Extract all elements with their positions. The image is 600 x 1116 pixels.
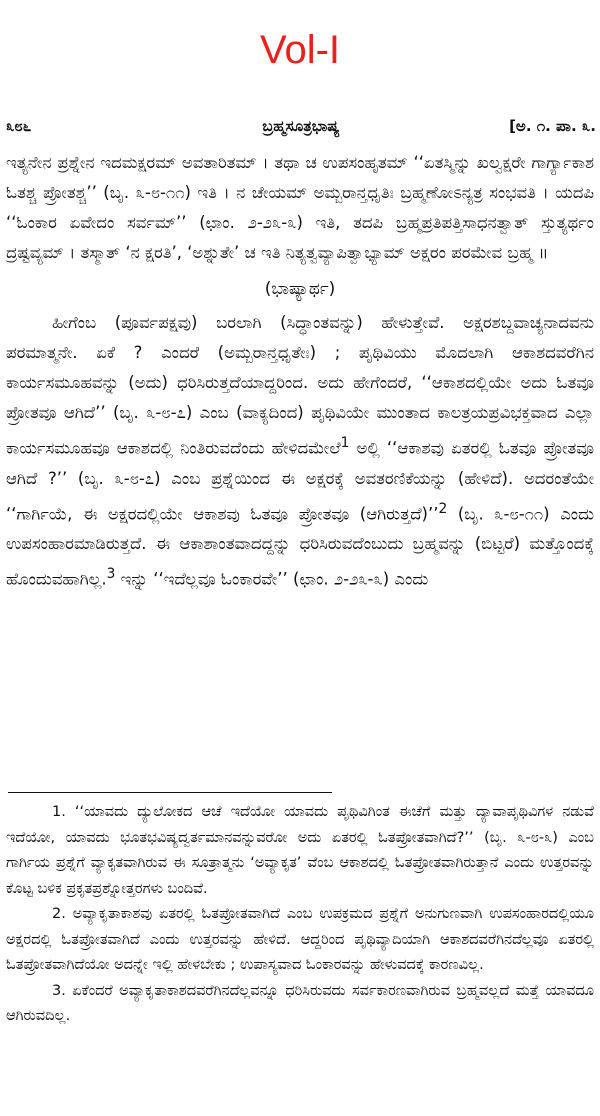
- bhashyartha-heading: (ಭಾಷ್ಯಾರ್ಥ): [264, 279, 336, 299]
- running-title: ಬ್ರಹ್ಮಸೂತ್ರಭಾಷ್ಯ: [262, 117, 340, 135]
- bhashyartha-text-part-3: (ಬೃ. ೩-೮-೧೧) ಎಂದು ಉಪಸಂಹಾರಮಾಡಿರುತ್ತದೆ. ಈ ಆಕಾಶಾಂತವಾದದ್ದನ್ನು ಧರಿಸಿರುವದೆಂಬುದು ಬ್ರಹ್ಮವನ್ನು (ಬಿಟ್ಟರೆ) ಮತ್ತೊಂದಕ್ಕೆ ಹೊಂದುವಹಾಗಿಲ್ಲ.: [6, 504, 595, 589]
- bhashyartha-text-part-1: ಹೀಗೆಂಬ (ಪೂರ್ವಪಕ್ಷವು) ಬರಲಾಗಿ (ಸಿದ್ಧಾಂತವನ್ನು) ಹೇಳುತ್ತೇವೆ. ಅಕ್ಷರಶಬ್ದವಾಚ್ಯನಾದವನು ಪರಮಾತ್ಮನೇ. ಏಕೆ ? ಎಂದರೆ (ಅಮ್ಬರಾನ್ತಧೃತೇಃ) ; ಪೃಥಿವಿಯು ಮೊದಲಾಗಿ ಆಕಾಶದವರೆಗಿನ ಕಾರ್ಯಸಮೂಹವನ್ನು (ಅದು) ಧರಿಸಿರುತ್ತದೆಯಾದ್ದರಿಂದ. ಅದು ಹೇಗೆಂದರೆ, ‘‘ಆಕಾಶದಲ್ಲಿಯೇ ಅದು ಓತವೂ ಪ್ರೋತವೂ ಆಗಿದೆ’’ (ಬೃ. ೩-೮-೭) ಎಂಬ (ವಾಕ್ಯದಿಂದ) ಪೃಥಿವಿಯೇ ಮುಂತಾದ ಕಾಲತ್ರಯಪ್ರವಿಭಕ್ತವಾದ ಎಲ್ಲಾ ಕಾರ್ಯಸಮೂಹವೂ ಆಕಾಶದಲ್ಲಿ ನಿಂತಿರುವದೆಂದು ಹೇಳಿದಮೇಲೆ: [6, 313, 594, 458]
- footnote-marker-1: 1: [340, 435, 350, 451]
- running-head: [6, 117, 596, 139]
- footnote-1: 1. ‘‘ಯಾವದು ದ್ಯುಲೋಕದ ಆಚೆ ಇದೆಯೋ ಯಾವದು ಪೃಥಿವಿಗಿಂತ ಈಚೆಗೆ ಮತ್ತು ದ್ಯಾವಾಪೃಥಿವಿಗಳ ನಡುವೆ ಇದೆಯೋ, ಯಾವದು ಭೂತಭವಿಷ್ಯದ್ವರ್ತಮಾನವನ್ನುವರೋ ಅದು ಏತರಲ್ಲಿ ಓತಪ್ರೋತವಾಗಿದೆ?’’ (ಬೃ. ೩-೮-೩) ಎಂಬ ಗಾರ್ಗಿಯ ಪ್ರಶ್ನೆಗೆ ವ್ಯಾಕೃತವಾಗಿರುವ ಈ ಸೂತ್ರಾತ್ಮನು ‘ಅವ್ಯಾಕೃತ’ ವೆಂಬ ಆಕಾಶದಲ್ಲಿ ಓತಪ್ರೋತವಾಗಿರುತ್ತಾನೆ ಎಂದು ಉತ್ತರವನ್ನು ಕೊಟ್ಟ ಬಳಿಕ ಪ್ರಕೃತಪ್ರಶ್ನೋತ್ತರಗಳು ಬಂದಿವೆ.: [6, 804, 594, 897]
- footnote-2: 2. ಅವ್ಯಾಕೃತಾಕಾಶವು ಏತರಲ್ಲಿ ಓತಪ್ರೋತವಾಗಿದೆ ಎಂಬ ಉಪಕ್ರಮದ ಪ್ರಶ್ನೆಗೆ ಅನುಗುಣವಾಗಿ ಉಪಸಂಹಾರದಲ್ಲಿಯೂ ಅಕ್ಷರದಲ್ಲಿ ಓತಪ್ರೋತವಾಗಿದೆ ಎಂದು ಉತ್ತರವನ್ನು ಹೇಳಿದೆ. ಆದ್ದರಿಂದ ಪೃಥಿವ್ಯಾದಿಯಾಗಿ ಆಕಾಶದವರೆಗಿನದೆಲ್ಲವೂ ಏತರಲ್ಲಿ ಓತಪ್ರೋತವಾಗಿದೆಯೋ ಅದನ್ನೇ ಇಲ್ಲಿ ಹೇಳಬೇಕು ; ಉಪಾಸ್ಯವಾದ ಓಂಕಾರವನ್ನು ಹೇಳುವದಕ್ಕೆ ಕಾರಣವಿಲ್ಲ.: [6, 906, 594, 973]
- page-number: ೩೮೬: [6, 117, 32, 135]
- bhashyartha-text-part-4: ಇನ್ನು ‘‘ಇದೆಲ್ಲವೂ ಓಂಕಾರವೇ’’ (ಛಾಂ. ೨-೨೩-೩) ಎಂದು: [115, 569, 429, 589]
- section-reference: [ಅ. ೧. ಪಾ. ೩.: [509, 117, 596, 135]
- footnotes: [6, 800, 594, 1030]
- bhashyartha-paragraph: [6, 308, 594, 595]
- footnote-divider: [8, 792, 332, 793]
- bhashyartha-text-part-2: ಅಲ್ಲಿ ‘‘ಆಕಾಶವು ಏತರಲ್ಲಿ ಓತವೂ ಪ್ರೋತವೂ ಆಗಿದೆ ?’’ (ಬೃ. ೩-೮-೭) ಎಂಬ ಪ್ರಶ್ನೆಯಿಂದ ಈ ಅಕ್ಷರಕ್ಕೆ ಅವತರಣಿಕೆಯನ್ನು (ಹೇಳಿದೆ). ಅದರಂತೆಯೇ ‘‘ಗಾರ್ಗಿಯೆ, ಈ ಅಕ್ಷರದಲ್ಲಿಯೇ ಆಕಾಶವು ಓತವೂ ಪ್ರೋತವೂ (ಆಗಿರುತ್ತದೆ)’’: [6, 438, 594, 523]
- sanskrit-bhashya-text: ಇತ್ಯನೇನ ಪ್ರಶ್ನೇನ ಇದಮಕ್ಷರಮ್ ಅವತಾರಿತಮ್ । ತಥಾ ಚ ಉಪಸಂಹೃತಮ್ ‘‘ಏತಸ್ಮಿನ್ನು ಖಲ್ವಕ್ಷರೇ ಗಾರ್ಗ್ಯಾಕಾಶ ಓತಶ್ಚ ಪ್ರೋತಶ್ಚ’’ (ಬೃ. ೩-೮-೧೧) ಇತಿ । ನ ಚೇಯಮ್ ಅಮ್ಬರಾನ್ತಧೃತಿಃ ಬ್ರಹ್ಮಣೋಽನ್ಯತ್ರ ಸಂಭವತಿ । ಯದಪಿ ‘‘ಓಂಕಾರ ಏವೇದಂ ಸರ್ವಮ್’’ (ಛಾಂ. ೨-೨೩-೩) ಇತಿ, ತದಪಿ ಬ್ರಹ್ಮಪ್ರತಿಪತ್ತಿಸಾಧನತ್ವಾತ್ ಸ್ತುತ್ಯರ್ಥಂ ದ್ರಷ್ಟವ್ಯಮ್ । ತಸ್ಮಾತ್ ‘ನ ಕ್ಷರತಿ’, ‘ಅಶ್ನುತೇ’ ಚ ಇತಿ ನಿತ್ಯತ್ವವ್ಯಾಪಿತ್ವಾಭ್ಯಾಮ್ ಅಕ್ಷರಂ ಪರಮೇವ ಬ್ರಹ್ಮ ॥: [6, 153, 594, 262]
- footnote-3: 3. ಏಕೆಂದರೆ ಅವ್ಯಾಕೃತಾಕಾಶದವರೆಗಿನದೆಲ್ಲವನ್ನೂ ಧರಿಸಿರುವದು ಸರ್ವಕಾರಣವಾಗಿರುವ ಬ್ರಹ್ಮವಲ್ಲದೆ ಮತ್ತೆ ಯಾವದೂ ಆಗಿರುವದಿಲ್ಲ.: [6, 982, 594, 1024]
- footnote-marker-2: 2: [438, 500, 448, 517]
- page-body: [6, 148, 594, 595]
- footnote-marker-3: 3: [106, 566, 116, 582]
- volume-label: Vol-I: [259, 28, 341, 72]
